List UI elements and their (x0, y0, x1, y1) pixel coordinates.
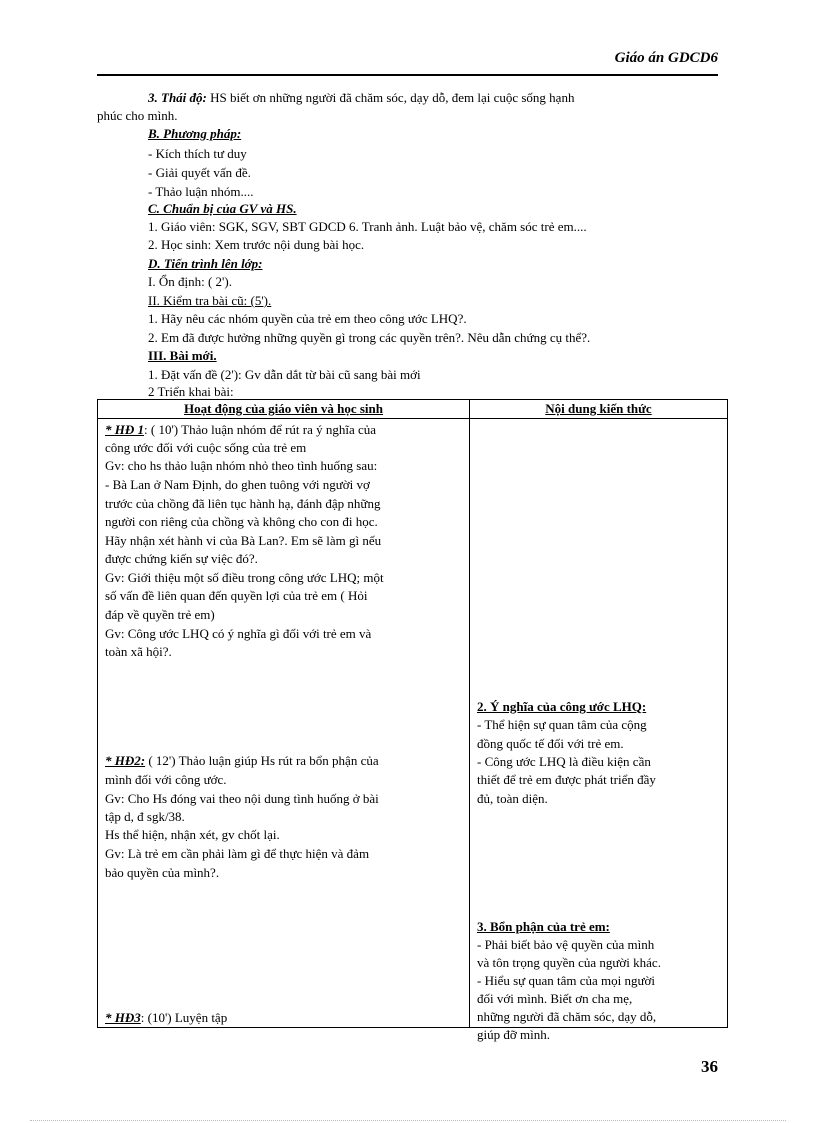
col-header-content: Nội dung kiến thức (470, 400, 728, 419)
hd1-line: toàn xã hội?. (105, 644, 172, 659)
hd1-line: trước của chồng đã liên tục hành hạ, đánh đập những (105, 496, 381, 511)
header-rule (97, 74, 718, 76)
hd1-label: * HĐ 1 (105, 422, 144, 437)
duty-line: và tôn trọng quyền của người khác. (477, 955, 661, 970)
hd1-line: số vấn đề liên quan đến quyền lợi của trẻ em ( Hỏi (105, 588, 368, 603)
hd1-line: được chứng kiến sự việc đó?. (105, 551, 258, 566)
hd2-line: tập d, đ sgk/38. (105, 809, 185, 824)
hd1-line: người con riêng của chồng và không cho con đi học. (105, 514, 378, 529)
content-cell (470, 419, 728, 1042)
activities-cell (98, 419, 470, 1028)
hd1-line: Gv: Công ước LHQ có ý nghĩa gì đối với trẻ em và (105, 626, 372, 641)
attitude-text: HS biết ơn những người đã chăm sóc, dạy dỗ, đem lại cuộc sống hạnh (206, 90, 575, 105)
hd2-label: * HĐ2: (105, 753, 146, 768)
hd2-first-line (105, 752, 379, 770)
hd2-line: Hs thể hiện, nhận xét, gv chốt lại. (105, 827, 280, 842)
meaning-line: đủ, toàn diện. (477, 791, 548, 806)
duty-line: giúp đỡ mình. (477, 1027, 550, 1042)
method-item: - Thảo luận nhóm.... (148, 184, 254, 199)
meaning-line: - Công ước LHQ là điều kiện cần (477, 754, 651, 769)
duty-line: đối với mình. Biết ơn cha mẹ, (477, 991, 633, 1006)
hd3-label: * HĐ3 (105, 1010, 141, 1025)
footer-divider (30, 1120, 786, 1121)
hd3-text: : (10') Luyện tập (140, 1010, 228, 1025)
hd1-line: công ước đối với cuộc sống của trẻ em (105, 440, 307, 455)
hd2-line: mình đối với công ước. (105, 772, 227, 787)
method-item: - Kích thích tư duy (148, 146, 247, 161)
method-item: - Giải quyết vấn đề. (148, 165, 251, 180)
attitude-line-2: phúc cho mình. (97, 108, 178, 123)
duty-line: những người đã chăm sóc, dạy dỗ, (477, 1009, 657, 1024)
duty-title: 3. Bổn phận của trẻ em: (477, 919, 610, 934)
new-lesson-title: III. Bài mới. (148, 348, 217, 363)
hd2-line: bảo quyền của mình?. (105, 865, 220, 880)
attitude-line-1 (148, 90, 574, 106)
meaning-line: đồng quốc tế đối với trẻ em. (477, 736, 624, 751)
process-title: D. Tiến trình lên lớp: (148, 256, 263, 271)
meaning-title: 2. Ý nghĩa của công ước LHQ: (477, 699, 647, 714)
check-title: II. Kiểm tra bài cũ: (5'). (148, 293, 272, 308)
meaning-line: - Thể hiện sự quan tâm của cộng (477, 717, 647, 732)
stabilize-line: I. Ổn định: ( 2'). (148, 274, 232, 289)
hd2-text: ( 12') Thảo luận giúp Hs rút ra bổn phận của (145, 753, 379, 768)
hd1-line: - Bà Lan ở Nam Định, do ghen tuông với người vợ (105, 477, 370, 492)
method-title: B. Phương pháp: (148, 126, 242, 141)
hd2-line: Gv: Cho Hs đóng vai theo nội dung tình huống ở bài (105, 791, 379, 806)
prep-title: C. Chuẩn bị của GV và HS. (148, 201, 297, 216)
meaning-line: thiết để trẻ em được phát triển đầy (477, 772, 656, 787)
prep-item: 2. Học sinh: Xem trước nội dung bài học. (148, 237, 365, 252)
duty-line: - Phải biết bảo vệ quyền của mình (477, 937, 655, 952)
lesson-table (97, 399, 728, 1042)
hd1-text: : ( 10') Thảo luận nhóm để rút ra ý nghĩa của (144, 422, 377, 437)
step-item: 1. Đặt vấn đề (2'): Gv dẫn dắt từ bài cũ sang bài mới (148, 367, 421, 382)
hd1-line: đáp về quyền trẻ em) (105, 607, 215, 622)
duty-line: - Hiểu sự quan tâm của mọi người (477, 973, 656, 988)
header-title: Giáo án GDCD6 (614, 50, 718, 66)
question-item: 1. Hãy nêu các nhóm quyền của trẻ em theo công ước LHQ?. (148, 311, 467, 326)
attitude-label: 3. Thái độ: (148, 90, 207, 105)
hd1-line: Gv: Giới thiệu một số điều trong công ước LHQ; một (105, 570, 384, 585)
hd1-line: Hãy nhận xét hành vi của Bà Lan?. Em sẽ làm gì nếu (105, 533, 382, 548)
page-number: 36 (701, 1057, 718, 1076)
step-item: 2 Triển khai bài: (148, 384, 234, 399)
question-item: 2. Em đã được hưởng những quyền gì trong các quyền trên?. Nêu dẫn chứng cụ thể?. (148, 330, 591, 345)
hd1-first-line (105, 421, 376, 439)
prep-item: 1. Giáo viên: SGK, SGV, SBT GDCD 6. Tranh ảnh. Luật bảo vệ, chăm sóc trẻ em.... (148, 219, 587, 234)
hd2-line: Gv: Là trẻ em cần phải làm gì để thực hiện và đảm (105, 846, 370, 861)
hd3-line (105, 1009, 227, 1027)
col-header-activities: Hoạt động của giáo viên và học sinh (98, 400, 470, 419)
hd1-line: Gv: cho hs thảo luận nhóm nhỏ theo tình huống sau: (105, 458, 378, 473)
